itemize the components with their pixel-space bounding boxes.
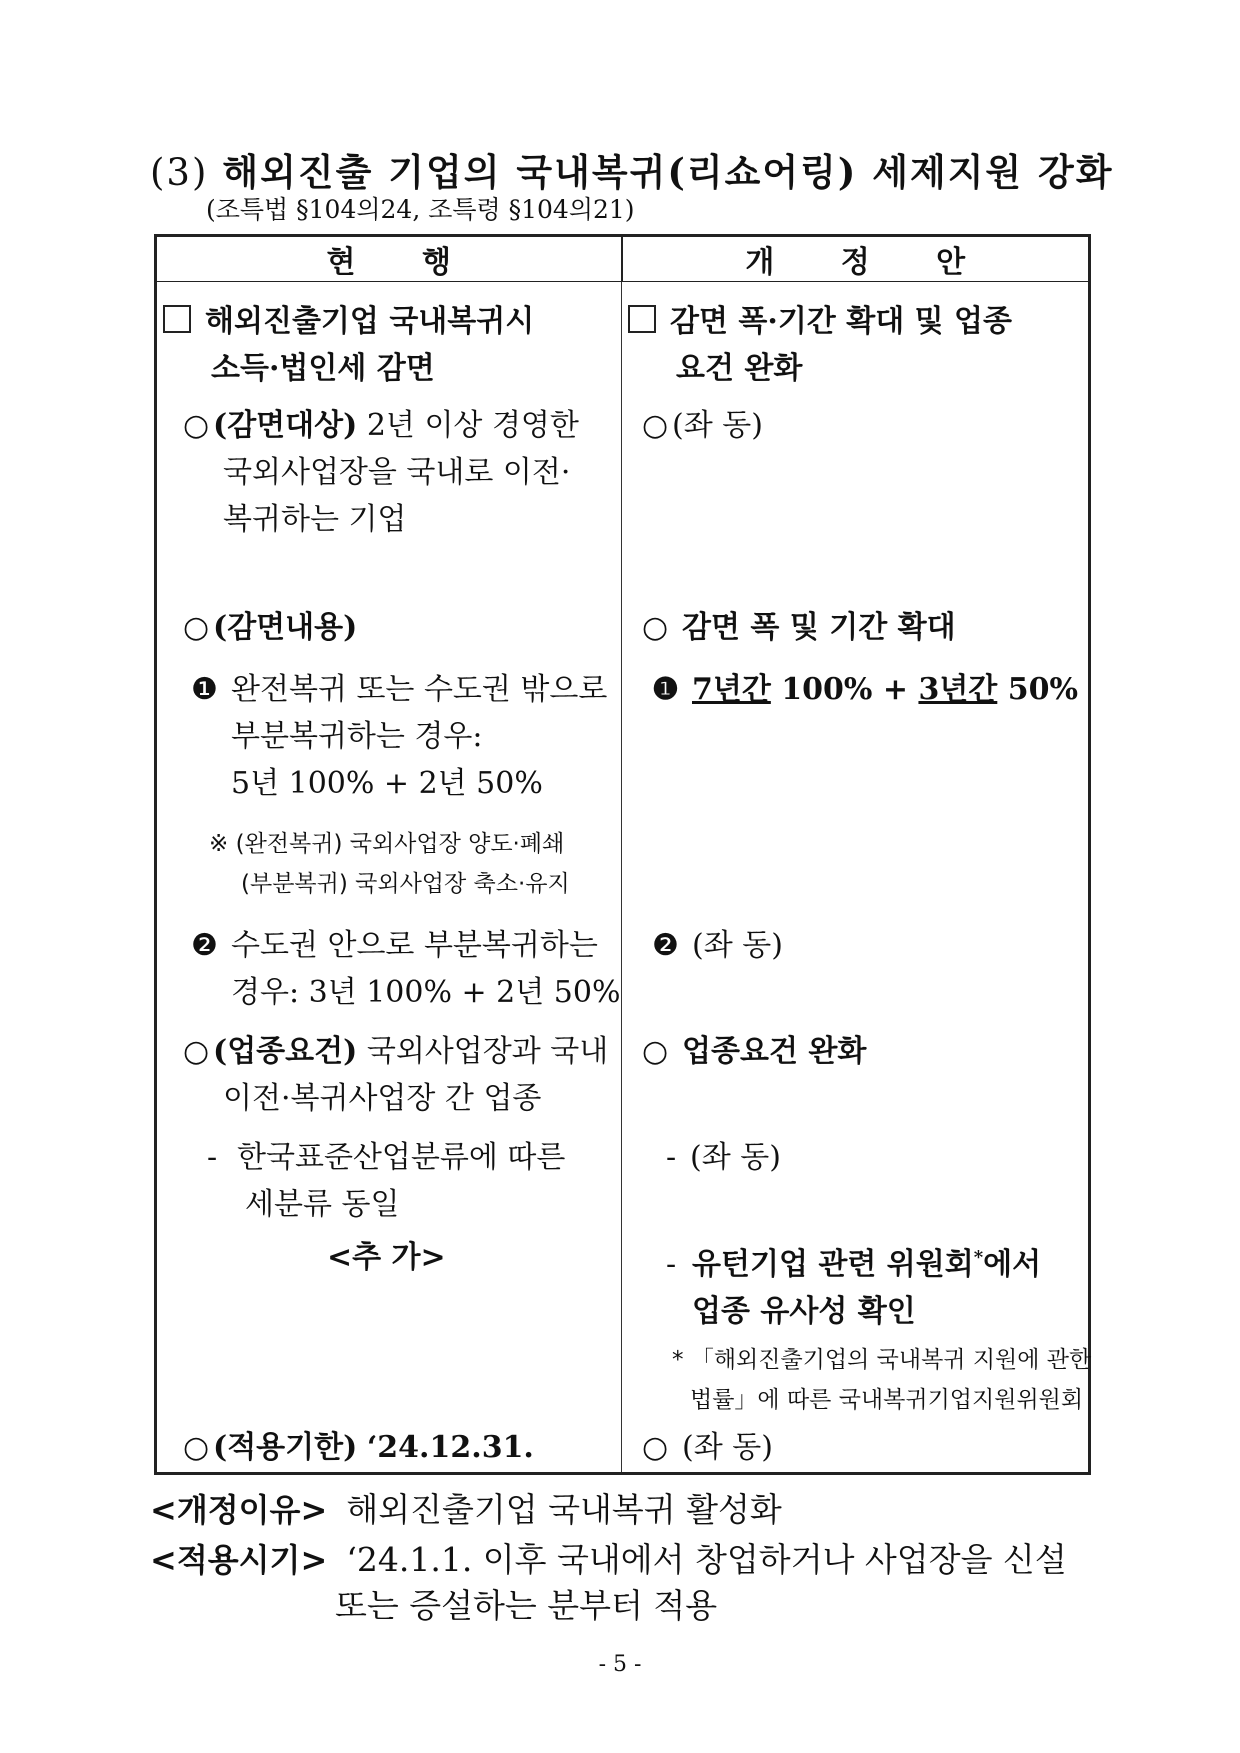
reference-mark-icon: ※ <box>209 831 229 857</box>
proposed-dash-same: - (좌 동) <box>666 1134 781 1181</box>
number-one-icon: ❶ <box>191 672 218 707</box>
bullet-circle-icon: ○ <box>183 610 210 645</box>
bullet-circle-icon: ○ <box>642 1430 669 1465</box>
proposed-deadline: ○ (좌 동) <box>642 1424 773 1471</box>
application-timing-label: <적용시기> <box>150 1541 328 1579</box>
bullet-circle-icon: ○ <box>183 1430 210 1465</box>
proposed-industry: ○ 업종요건 완화 <box>642 1028 866 1075</box>
page-number: - 5 - <box>598 1652 642 1677</box>
proposed-item-1: ❶ 7년간 100% + 3년간 50% <box>652 666 1078 713</box>
section-number: (3) <box>150 151 209 194</box>
section-title <box>150 142 1114 196</box>
number-two-icon: ❷ <box>652 928 679 963</box>
current-industry: ○ (업종요건) 국외사업장과 국내 이전·복귀사업장 간 업종 <box>183 1028 608 1122</box>
current-dash-item: - 한국표준산업분류에 따른 세분류 동일 <box>207 1134 565 1228</box>
table-header-row <box>156 236 1090 282</box>
proposed-committee: - 유턴기업 관련 위원회*에서 업종 유사성 확인 <box>666 1234 1041 1335</box>
revision-reason-label: <개정이유> <box>150 1491 328 1529</box>
current-heading: 해외진출기업 국내복귀시 소득·법인세 감면 <box>163 298 534 392</box>
revision-reason <box>150 1484 782 1531</box>
proposed-item-2: ❷ (좌 동) <box>652 922 783 969</box>
current-added: <추 가> <box>327 1240 446 1275</box>
current-content-label: ○ (감면내용) <box>183 604 357 651</box>
application-timing-cont <box>335 1580 717 1627</box>
bullet-circle-icon: ○ <box>642 610 669 645</box>
legal-reference: (조특법 §104의24, 조특령 §104의21) <box>206 195 635 224</box>
current-deadline: ○ (적용기한) ‘24.12.31. <box>183 1424 534 1471</box>
bullet-circle-icon: ○ <box>642 408 669 443</box>
current-note: ※ (완전복귀) 국외사업장 양도·폐쇄 (부분복귀) 국외사업장 축소·유지 <box>209 831 570 897</box>
proposed-heading: 감면 폭·기간 확대 및 업종 요건 완화 <box>628 298 1012 392</box>
proposed-target-same: ○ (좌 동) <box>642 402 763 449</box>
proposed-column <box>622 282 1090 1474</box>
current-item-1: ❶ 완전복귀 또는 수도권 밖으로 부분복귀하는 경우: 5년 100% + 2년 50% <box>191 666 607 807</box>
target-label: (감면대상) <box>213 408 358 443</box>
header-current: 현 행 <box>156 236 622 282</box>
bullet-circle-icon: ○ <box>642 1034 669 1069</box>
current-target: ○ (감면대상) 2년 이상 경영한 국외사업장을 국내로 이전· 복귀하는 기업 <box>183 402 579 543</box>
proposed-expand: ○ 감면 폭 및 기간 확대 <box>642 604 956 651</box>
asterisk-mark: * <box>672 1347 684 1373</box>
proposed-footnote: * 「해외진출기업의 국내복귀 지원에 관한 법률」에 따른 국내복귀기업지원위원회 <box>672 1347 1092 1413</box>
industry-label: (업종요건) <box>213 1034 358 1069</box>
section-title-text: 해외진출 기업의 국내복귀(리쇼어링) 세제지원 강화 <box>222 150 1114 194</box>
current-column <box>156 282 622 1474</box>
bullet-circle-icon: ○ <box>183 408 210 443</box>
current-item-2: ❷ 수도권 안으로 부분복귀하는 경우: 3년 100% + 2년 50% <box>191 922 620 1016</box>
application-timing-line2: 또는 증설하는 분부터 적용 <box>335 1586 718 1625</box>
number-one-icon: ❶ <box>652 672 679 707</box>
dash-marker: - <box>666 1140 677 1175</box>
table-body-row <box>156 282 1090 1474</box>
checkbox-square-icon <box>628 305 656 333</box>
comparison-table <box>154 234 1091 1475</box>
dash-marker: - <box>666 1247 677 1282</box>
application-timing-line1: ‘24.1.1. 이후 국내에서 창업하거나 사업장을 신설 <box>346 1540 1067 1579</box>
bullet-circle-icon: ○ <box>183 1034 210 1069</box>
dash-marker: - <box>207 1140 218 1175</box>
application-timing <box>150 1534 1067 1581</box>
revision-reason-text: 해외진출기업 국내복귀 활성화 <box>346 1490 782 1529</box>
number-two-icon: ❷ <box>191 928 218 963</box>
header-proposed: 개 정 안 <box>622 236 1090 282</box>
checkbox-square-icon <box>163 305 191 333</box>
